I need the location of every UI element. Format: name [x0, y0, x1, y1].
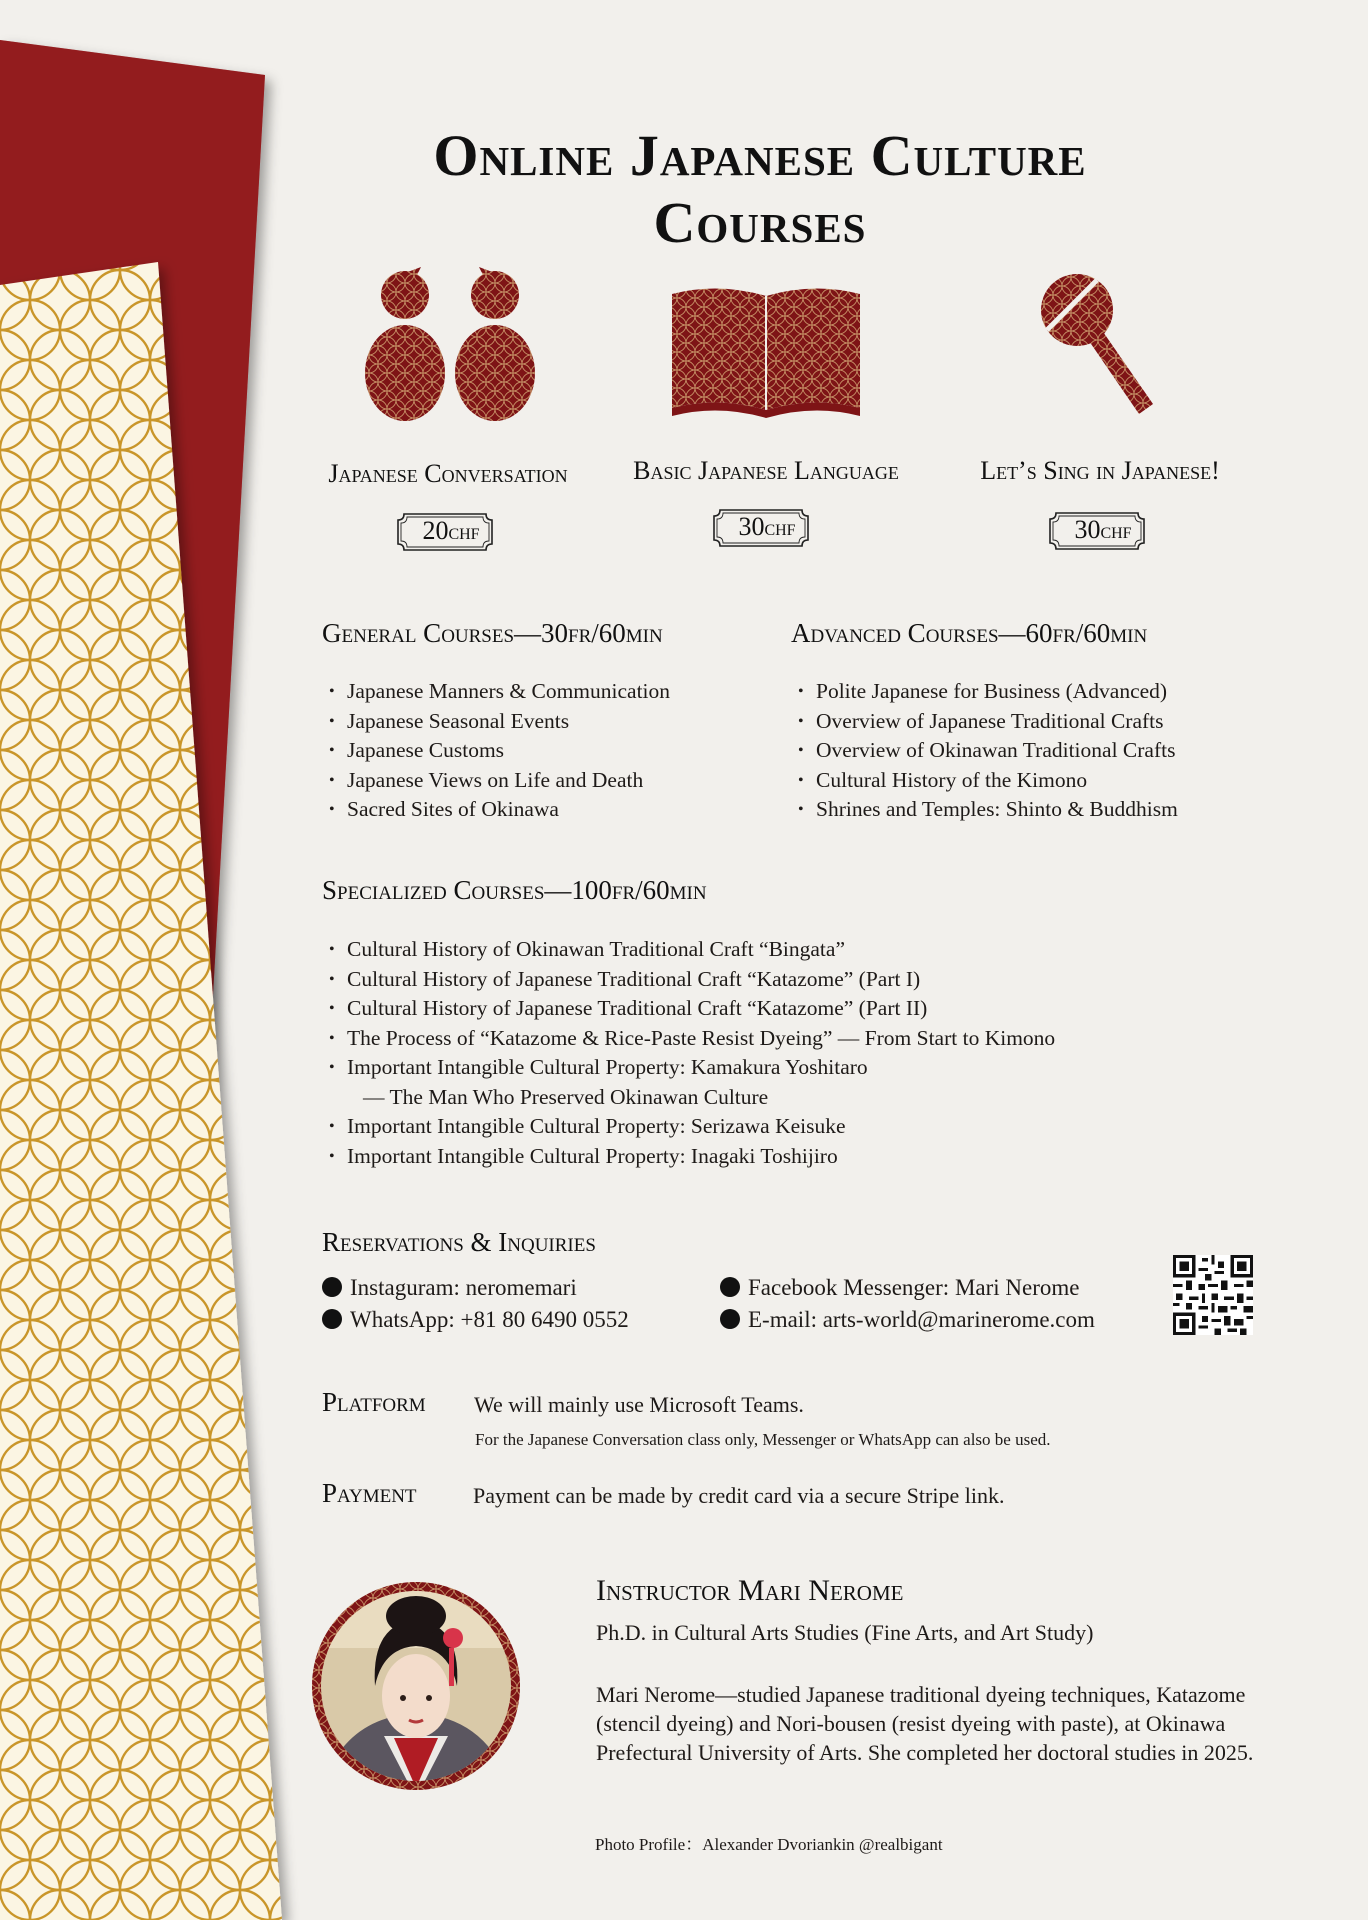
specialized-courses-heading: Specialized Courses—100fr/60min [322, 875, 707, 905]
course-name-conversation: Japanese Conversation [328, 459, 568, 488]
reservations-heading: Reservations & Inquiries [322, 1227, 596, 1257]
list-item: • Overview of Japanese Traditional Crafts [794, 707, 1178, 737]
payment-label: Payment [322, 1478, 417, 1508]
bullet-dot-icon [720, 1309, 740, 1329]
list-item: • Japanese Customs [325, 736, 670, 766]
open-book-icon [668, 280, 864, 420]
list-item: • Cultural History of Japanese Traditional Craft “Katazome” (Part I) [325, 965, 1055, 995]
list-item: • Overview of Okinawan Traditional Crafts [794, 736, 1178, 766]
list-item: • Polite Japanese for Business (Advanced) [794, 677, 1178, 707]
list-item: • Cultural History of the Kimono [794, 766, 1178, 796]
general-courses-list [325, 677, 670, 825]
contact-whatsapp[interactable]: WhatsApp: +81 80 6490 0552 [322, 1307, 629, 1333]
platform-note: For the Japanese Conversation class only, Messenger or WhatsApp can also be used. [475, 1430, 1051, 1449]
list-item: • Japanese Views on Life and Death [325, 766, 670, 796]
kokeshi-dolls-icon [360, 265, 540, 421]
microphone-icon [1035, 268, 1165, 418]
bullet-dot-icon [322, 1309, 342, 1329]
contact-instagram[interactable]: Instaguram: neromemari [322, 1275, 577, 1301]
list-item: • Japanese Manners & Communication [325, 677, 670, 707]
list-item: • Important Intangible Cultural Property: Serizawa Keisuke [325, 1112, 1055, 1142]
list-item: • Cultural History of Japanese Traditional Craft “Katazome” (Part II) [325, 994, 1055, 1024]
bullet-dot-icon [720, 1277, 740, 1297]
list-item-continuation: — The Man Who Preserved Okinawan Culture [363, 1084, 769, 1109]
instructor-bio: Mari Nerome—studied Japanese traditional dyeing techniques, Katazome (stencil dyeing) and Nori-bousen (resist dyeing with paste), at Okinawa Prefectural University of Arts. She completed her doctoral studies in 2025. [596, 1682, 1254, 1765]
course-name-basic-language: Basic Japanese Language [633, 456, 899, 485]
page-title: Online Japanese Culture Courses [433, 123, 1087, 255]
general-courses-heading: General Courses—30fr/60min [322, 618, 663, 648]
price-tag-sing: 30CHF [1048, 511, 1158, 551]
advanced-courses-heading: Advanced Courses—60fr/60min [791, 618, 1148, 648]
photo-credit: Photo Profile：Alexander Dvoriankin @realbigant [595, 1835, 943, 1854]
advanced-courses-list [794, 677, 1178, 825]
instructor-photo [310, 1580, 522, 1792]
contact-email[interactable]: E-mail: arts-world@marinerome.com [720, 1307, 1095, 1333]
platform-label: Platform [322, 1387, 426, 1417]
list-item: • The Process of “Katazome & Rice-Paste Resist Dyeing” — From Start to Kimono [325, 1024, 1055, 1054]
list-item: • Cultural History of Okinawan Traditional Craft “Bingata” [325, 935, 1055, 965]
payment-text: Payment can be made by credit card via a secure Stripe link. [473, 1483, 1005, 1508]
price-tag-conversation: 20CHF [396, 512, 506, 552]
list-item: • Important Intangible Cultural Property: Kamakura Yoshitaro [325, 1053, 1055, 1083]
list-item: • Shrines and Temples: Shinto & Buddhism [794, 795, 1178, 825]
specialized-courses-list [325, 935, 1055, 1171]
contact-facebook-messenger[interactable]: Facebook Messenger: Mari Nerome [720, 1275, 1079, 1301]
instructor-heading: Instructor Mari Nerome [596, 1574, 904, 1607]
list-item: • Sacred Sites of Okinawa [325, 795, 670, 825]
course-name-sing: Let’s Sing in Japanese! [980, 456, 1220, 485]
price-tag-basic-language: 30CHF [712, 508, 822, 548]
list-item: • Important Intangible Cultural Property: Inagaki Toshijiro [325, 1142, 1055, 1172]
qr-code-icon[interactable] [1173, 1255, 1253, 1335]
instructor-degree: Ph.D. in Cultural Arts Studies (Fine Arts, and Art Study) [596, 1620, 1094, 1645]
platform-text: We will mainly use Microsoft Teams. [474, 1392, 804, 1417]
bullet-dot-icon [322, 1277, 342, 1297]
list-item: • Japanese Seasonal Events [325, 707, 670, 737]
